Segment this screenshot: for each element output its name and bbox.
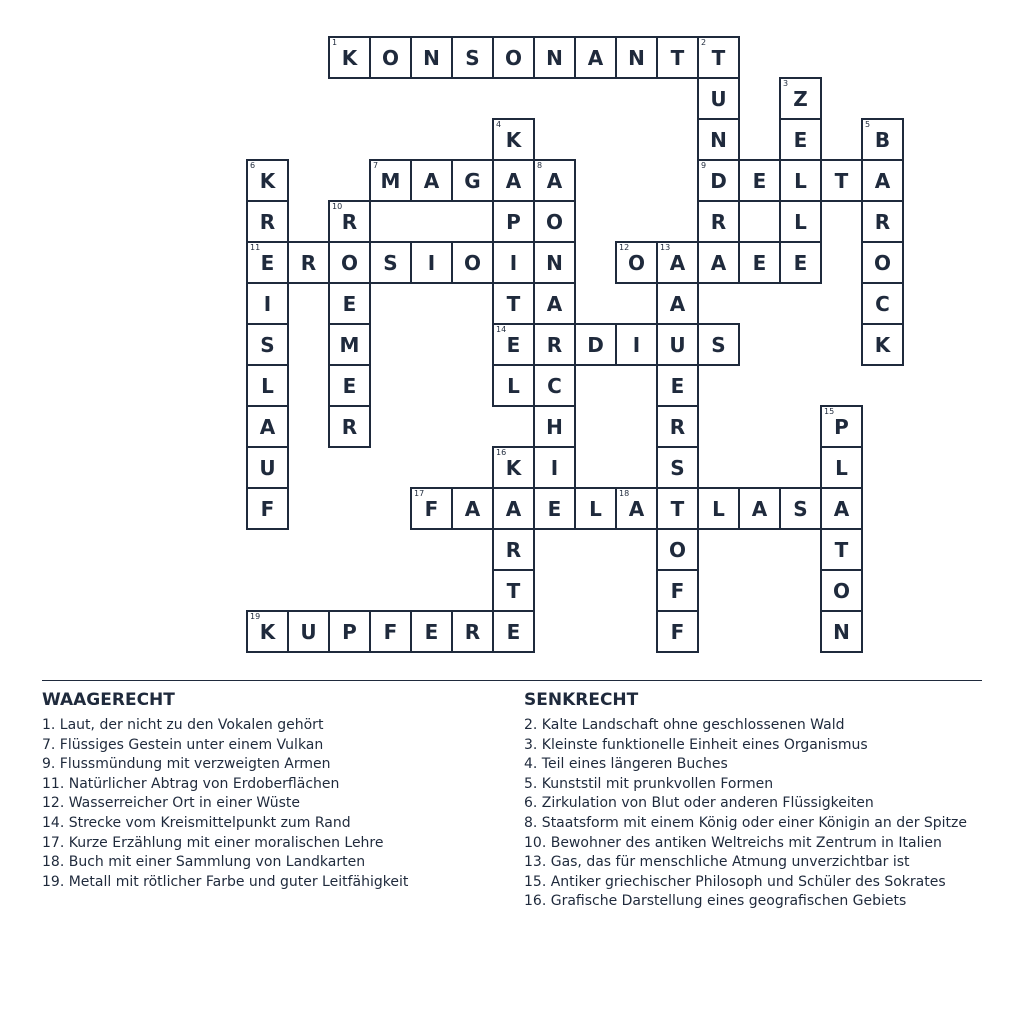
cell-letter: E: [506, 332, 521, 357]
clue-down-13: 13. Gas, das für menschliche Atmung unverzichtbar ist: [524, 854, 910, 871]
grid-cell[interactable]: [533, 364, 576, 407]
clue-number: 16: [496, 448, 507, 457]
grid-cell[interactable]: [451, 36, 494, 79]
cell-letter: R: [341, 414, 358, 439]
clue-down-8: 8. Staatsform mit einem König oder einer Königin an der Spitze: [524, 814, 968, 831]
cell-letter: F: [670, 578, 685, 603]
grid-cell[interactable]: [492, 118, 535, 161]
cell-letter: T: [670, 45, 685, 70]
cell-letter: B: [874, 127, 891, 152]
cell-letter: E: [424, 619, 439, 644]
grid-cell[interactable]: [492, 200, 535, 243]
grid-cell[interactable]: [246, 282, 289, 325]
cell-letter: O: [668, 537, 686, 562]
cell-letter: F: [383, 619, 398, 644]
clue-down-4: 4. Teil eines längeren Buches: [524, 756, 728, 773]
cell-letter: K: [505, 127, 522, 152]
cell-letter: M: [339, 332, 360, 357]
grid-cell[interactable]: [410, 487, 453, 530]
grid-cell[interactable]: [861, 323, 904, 366]
cell-letter: A: [751, 496, 768, 521]
cell-letter: A: [259, 414, 276, 439]
cell-letter: L: [835, 455, 848, 480]
cell-letter: R: [300, 250, 317, 275]
clue-number: 10: [332, 202, 343, 211]
cell-letter: K: [874, 332, 891, 357]
cell-letter: R: [669, 414, 686, 439]
grid-cell[interactable]: [246, 405, 289, 448]
clue-down-6: 6. Zirkulation von Blut oder anderen Flüssigkeiten: [524, 795, 874, 812]
grid-cell[interactable]: [820, 446, 863, 489]
cell-letter: A: [505, 168, 522, 193]
clue-across-12: 12. Wasserreicher Ort in einer Wüste: [42, 795, 301, 812]
grid-cell[interactable]: [656, 569, 699, 612]
cell-letter: K: [259, 168, 276, 193]
grid-cell[interactable]: [451, 610, 494, 653]
grid-cell[interactable]: [246, 487, 289, 530]
clue-number: 6: [250, 161, 256, 170]
cell-letter: S: [465, 45, 480, 70]
clue-number: 5: [865, 120, 871, 129]
grid-cell[interactable]: [779, 487, 822, 530]
grid-cell[interactable]: [861, 200, 904, 243]
cell-letter: O: [873, 250, 891, 275]
cell-letter: S: [670, 455, 685, 480]
grid-cell[interactable]: [533, 487, 576, 530]
cell-letter: T: [670, 496, 685, 521]
grid-cell[interactable]: [451, 487, 494, 530]
cell-letter: P: [834, 414, 849, 439]
grid-cell[interactable]: [533, 200, 576, 243]
cell-letter: L: [712, 496, 725, 521]
grid-cell[interactable]: [328, 36, 371, 79]
cell-letter: A: [833, 496, 850, 521]
cell-letter: C: [547, 373, 562, 398]
grid-cell[interactable]: [492, 528, 535, 571]
across-clues: [42, 690, 502, 892]
grid-cell[interactable]: [574, 323, 617, 366]
cell-letter: T: [506, 291, 521, 316]
grid-cell[interactable]: [697, 241, 740, 284]
grid-cell[interactable]: [738, 241, 781, 284]
grid-cell[interactable]: [820, 610, 863, 653]
cell-letter: I: [427, 250, 436, 275]
grid-cell[interactable]: [656, 36, 699, 79]
cell-letter: A: [464, 496, 481, 521]
cell-letter: I: [509, 250, 518, 275]
across-heading: WAAGERECHT: [42, 690, 175, 710]
clue-number: 2: [701, 38, 707, 47]
grid-cell[interactable]: [738, 487, 781, 530]
cell-letter: A: [628, 496, 645, 521]
clue-down-16: 16. Grafische Darstellung eines geografischen Gebiets: [524, 893, 907, 910]
grid-cell[interactable]: [697, 118, 740, 161]
cell-letter: P: [506, 209, 521, 234]
clue-number: 12: [619, 243, 630, 252]
cell-letter: E: [752, 168, 767, 193]
cell-letter: E: [506, 619, 521, 644]
grid-cell[interactable]: [492, 446, 535, 489]
cell-letter: A: [669, 291, 686, 316]
grid-cell[interactable]: [861, 241, 904, 284]
grid-cell[interactable]: [410, 159, 453, 202]
grid-cell[interactable]: [697, 77, 740, 120]
cell-letter: A: [587, 45, 604, 70]
cell-letter: F: [670, 619, 685, 644]
cell-letter: N: [546, 45, 563, 70]
clue-down-5: 5. Kunststil mit prunkvollen Formen: [524, 775, 774, 792]
down-clues: [524, 690, 994, 912]
grid-cell[interactable]: [533, 36, 576, 79]
clue-number: 17: [414, 489, 425, 498]
clue-across-19: 19. Metall mit rötlicher Farbe und guter Leitfähigkeit: [42, 873, 409, 890]
grid-cell[interactable]: [861, 159, 904, 202]
grid-cell[interactable]: [451, 241, 494, 284]
cell-letter: N: [833, 619, 850, 644]
grid-cell[interactable]: [820, 159, 863, 202]
grid-cell[interactable]: [656, 323, 699, 366]
clue-across-1: 1. Laut, der nicht zu den Vokalen gehört: [42, 717, 324, 733]
grid-cell[interactable]: [820, 569, 863, 612]
cell-letter: E: [547, 496, 562, 521]
grid-cell[interactable]: [369, 36, 412, 79]
cell-letter: E: [670, 373, 685, 398]
cell-letter: L: [507, 373, 520, 398]
grid-cell[interactable]: [533, 282, 576, 325]
cell-letter: E: [342, 291, 357, 316]
grid-cell[interactable]: [574, 36, 617, 79]
cell-letter: E: [260, 250, 275, 275]
grid-cell[interactable]: [656, 487, 699, 530]
grid-cell[interactable]: [533, 159, 576, 202]
clue-number: 14: [496, 325, 507, 334]
grid-cell[interactable]: [328, 282, 371, 325]
cell-letter: L: [794, 209, 807, 234]
cell-letter: A: [546, 291, 563, 316]
cell-letter: I: [550, 455, 559, 480]
grid-cell[interactable]: [410, 36, 453, 79]
grid-cell[interactable]: [697, 36, 740, 79]
clue-down-2: 2. Kalte Landschaft ohne geschlossenen Wald: [524, 717, 845, 733]
clue-down-3: 3. Kleinste funktionelle Einheit eines Organismus: [524, 736, 868, 753]
grid-cell[interactable]: [820, 405, 863, 448]
cell-letter: O: [832, 578, 850, 603]
cell-letter: H: [546, 414, 563, 439]
clue-number: 9: [701, 161, 707, 170]
grid-cell[interactable]: [328, 241, 371, 284]
cell-letter: T: [711, 45, 726, 70]
cell-letter: A: [710, 250, 727, 275]
cell-letter: S: [260, 332, 275, 357]
cell-letter: N: [628, 45, 645, 70]
cell-letter: L: [794, 168, 807, 193]
grid-cell[interactable]: [615, 241, 658, 284]
clue-across-11: 11. Natürlicher Abtrag von Erdoberflächen: [42, 775, 340, 792]
cell-letter: T: [834, 537, 849, 562]
grid-cell[interactable]: [656, 282, 699, 325]
cell-letter: M: [380, 168, 401, 193]
clue-across-7: 7. Flüssiges Gestein unter einem Vulkan: [42, 736, 324, 753]
cell-letter: T: [506, 578, 521, 603]
cell-letter: I: [632, 332, 641, 357]
cell-letter: E: [342, 373, 357, 398]
grid-cell[interactable]: [656, 528, 699, 571]
grid-cell[interactable]: [369, 610, 412, 653]
grid-cell[interactable]: [738, 159, 781, 202]
cell-letter: E: [752, 250, 767, 275]
cell-letter: R: [546, 332, 563, 357]
cell-letter: R: [341, 209, 358, 234]
clue-number: 4: [496, 120, 502, 129]
grid-cell[interactable]: [287, 241, 330, 284]
grid-cell[interactable]: [779, 200, 822, 243]
grid-cell[interactable]: [328, 610, 371, 653]
cell-letter: C: [875, 291, 890, 316]
cell-letter: F: [424, 496, 439, 521]
grid-cell[interactable]: [246, 446, 289, 489]
grid-cell[interactable]: [246, 159, 289, 202]
cell-letter: A: [423, 168, 440, 193]
clue-number: 1: [332, 38, 338, 47]
grid-cell[interactable]: [656, 446, 699, 489]
clue-number: 8: [537, 161, 543, 170]
cell-letter: O: [545, 209, 563, 234]
cell-letter: N: [710, 127, 727, 152]
clue-down-10: 10. Bewohner des antiken Weltreichs mit Zentrum in Italien: [524, 834, 942, 851]
cell-letter: F: [260, 496, 275, 521]
down-heading: SENKRECHT: [524, 690, 639, 710]
grid-cell[interactable]: [246, 323, 289, 366]
cell-letter: O: [463, 250, 481, 275]
grid-cell[interactable]: [492, 610, 535, 653]
grid-cell[interactable]: [410, 241, 453, 284]
grid-cell[interactable]: [820, 487, 863, 530]
grid-cell[interactable]: [410, 610, 453, 653]
cell-letter: R: [874, 209, 891, 234]
clue-number: 7: [373, 161, 379, 170]
grid-cell[interactable]: [246, 364, 289, 407]
clue-number: 13: [660, 243, 671, 252]
clue-number: 11: [250, 243, 261, 252]
cell-letter: A: [669, 250, 686, 275]
grid-cell[interactable]: [656, 364, 699, 407]
grid-cell[interactable]: [246, 241, 289, 284]
clue-number: 3: [783, 79, 789, 88]
grid-cell[interactable]: [533, 405, 576, 448]
grid-cell[interactable]: [697, 487, 740, 530]
cell-letter: O: [627, 250, 645, 275]
divider: [42, 680, 982, 681]
cell-letter: K: [505, 455, 522, 480]
grid-cell[interactable]: [779, 118, 822, 161]
cell-letter: K: [259, 619, 276, 644]
grid-cell[interactable]: [369, 159, 412, 202]
grid-cell[interactable]: [615, 487, 658, 530]
grid-cell[interactable]: [656, 405, 699, 448]
clue-number: 15: [824, 407, 835, 416]
clue-across-17: 17. Kurze Erzählung mit einer moralischen Lehre: [42, 834, 384, 851]
cell-letter: A: [874, 168, 891, 193]
grid-cell[interactable]: [656, 610, 699, 653]
grid-cell[interactable]: [328, 323, 371, 366]
grid-cell[interactable]: [492, 569, 535, 612]
grid-cell[interactable]: [328, 364, 371, 407]
cell-letter: E: [793, 127, 808, 152]
grid-cell[interactable]: [328, 200, 371, 243]
cell-letter: O: [381, 45, 399, 70]
grid-cell[interactable]: [779, 241, 822, 284]
grid-cell[interactable]: [533, 446, 576, 489]
grid-cell[interactable]: [492, 36, 535, 79]
cell-letter: N: [423, 45, 440, 70]
grid-cell[interactable]: [246, 200, 289, 243]
cell-letter: A: [546, 168, 563, 193]
cell-letter: S: [383, 250, 398, 275]
cell-letter: K: [341, 45, 358, 70]
grid-cell[interactable]: [656, 241, 699, 284]
cell-letter: D: [587, 332, 604, 357]
cell-letter: P: [342, 619, 357, 644]
grid-cell[interactable]: [492, 364, 535, 407]
cell-letter: A: [505, 496, 522, 521]
clue-down-15: 15. Antiker griechischer Philosoph und Schüler des Sokrates: [524, 873, 946, 890]
grid-cell[interactable]: [492, 241, 535, 284]
cell-letter: S: [793, 496, 808, 521]
cell-letter: O: [504, 45, 522, 70]
grid-cell[interactable]: [697, 323, 740, 366]
cell-letter: I: [263, 291, 272, 316]
cell-letter: D: [710, 168, 727, 193]
cell-letter: T: [834, 168, 849, 193]
grid-cell[interactable]: [861, 282, 904, 325]
grid-cell[interactable]: [779, 159, 822, 202]
grid-cell[interactable]: [779, 77, 822, 120]
grid-cell[interactable]: [246, 610, 289, 653]
grid-cell[interactable]: [492, 323, 535, 366]
cell-letter: R: [464, 619, 481, 644]
cell-letter: U: [669, 332, 686, 357]
cell-letter: R: [505, 537, 522, 562]
grid-cell[interactable]: [697, 200, 740, 243]
cell-letter: G: [464, 168, 481, 193]
cell-letter: R: [710, 209, 727, 234]
grid-cell[interactable]: [492, 282, 535, 325]
clue-number: 18: [619, 489, 630, 498]
grid-cell[interactable]: [615, 323, 658, 366]
cell-letter: R: [259, 209, 276, 234]
cell-letter: U: [259, 455, 276, 480]
cell-letter: E: [793, 250, 808, 275]
cell-letter: N: [546, 250, 563, 275]
cell-letter: O: [340, 250, 358, 275]
grid-cell[interactable]: [820, 528, 863, 571]
grid-cell[interactable]: [533, 241, 576, 284]
grid-cell[interactable]: [328, 405, 371, 448]
grid-cell[interactable]: [615, 36, 658, 79]
cell-letter: U: [300, 619, 317, 644]
cell-letter: L: [261, 373, 274, 398]
grid-cell[interactable]: [533, 323, 576, 366]
grid-cell[interactable]: [369, 241, 412, 284]
clue-across-9: 9. Flussmündung mit verzweigten Armen: [42, 756, 331, 773]
clue-number: 19: [250, 612, 261, 621]
grid-cell[interactable]: [861, 118, 904, 161]
grid-cell[interactable]: [451, 159, 494, 202]
cell-letter: S: [711, 332, 726, 357]
cell-letter: Z: [793, 86, 808, 111]
grid-cell[interactable]: [697, 159, 740, 202]
grid-cell[interactable]: [492, 159, 535, 202]
clue-across-18: 18. Buch mit einer Sammlung von Landkarten: [42, 854, 366, 871]
grid-cell[interactable]: [287, 610, 330, 653]
grid-cell[interactable]: [574, 487, 617, 530]
cell-letter: L: [589, 496, 602, 521]
clue-across-14: 14. Strecke vom Kreismittelpunkt zum Rand: [42, 814, 351, 831]
cell-letter: U: [710, 86, 727, 111]
grid-cell[interactable]: [492, 487, 535, 530]
